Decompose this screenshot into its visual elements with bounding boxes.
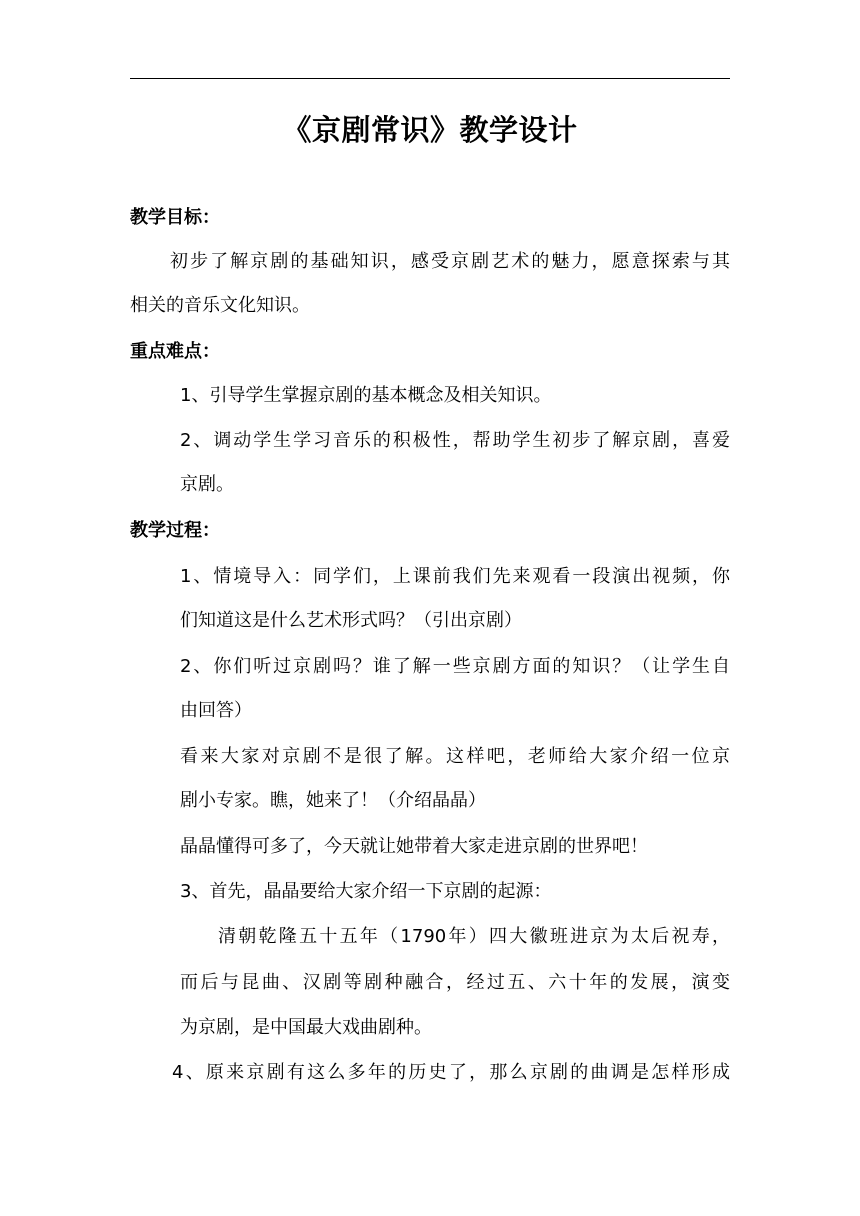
paragraph-line: 剧小专家。瞧，她来了！（介绍晶晶）: [180, 790, 486, 811]
paragraph-line: 清朝乾隆五十五年（1790年）四大徽班进京为太后祝寿，: [218, 926, 730, 947]
list-item: 3、首先，晶晶要给大家介绍一下京剧的起源：: [180, 881, 552, 902]
list-item-continuation: 京剧。: [180, 474, 234, 495]
document-title: 《京剧常识》教学设计: [282, 113, 578, 147]
list-item: 2、你们听过京剧吗？谁了解一些京剧方面的知识？（让学生自: [180, 656, 730, 677]
header-rule: [130, 78, 730, 79]
paragraph-line: 晶晶懂得可多了，今天就让她带着大家走进京剧的世界吧！: [180, 836, 648, 857]
paragraph-line: 为京剧，是中国最大戏曲剧种。: [180, 1017, 432, 1038]
section-heading-objectives: 教学目标：: [130, 207, 220, 228]
paragraph-line: 看来大家对京剧不是很了解。这样吧，老师给大家介绍一位京: [180, 746, 730, 767]
list-item: 1、引导学生掌握京剧的基本概念及相关知识。: [180, 385, 552, 406]
list-item-continuation: 们知道这是什么艺术形式吗？（引出京剧）: [180, 610, 522, 631]
paragraph-line: 而后与昆曲、汉剧等剧种融合，经过五、六十年的发展，演变: [180, 972, 730, 993]
list-item-continuation: 由回答）: [180, 700, 252, 721]
list-item: 4、原来京剧有这么多年的历史了，那么京剧的曲调是怎样形成: [172, 1062, 730, 1083]
list-item: 2、调动学生学习音乐的积极性，帮助学生初步了解京剧，喜爱: [180, 430, 730, 451]
section-heading-process: 教学过程：: [130, 520, 220, 541]
list-item: 1、情境导入：同学们，上课前我们先来观看一段演出视频，你: [180, 566, 730, 587]
paragraph-line: 初步了解京剧的基础知识，感受京剧艺术的魅力，愿意探索与其: [170, 251, 730, 272]
paragraph-line: 相关的音乐文化知识。: [130, 295, 310, 316]
section-heading-key-points: 重点难点：: [130, 341, 220, 362]
